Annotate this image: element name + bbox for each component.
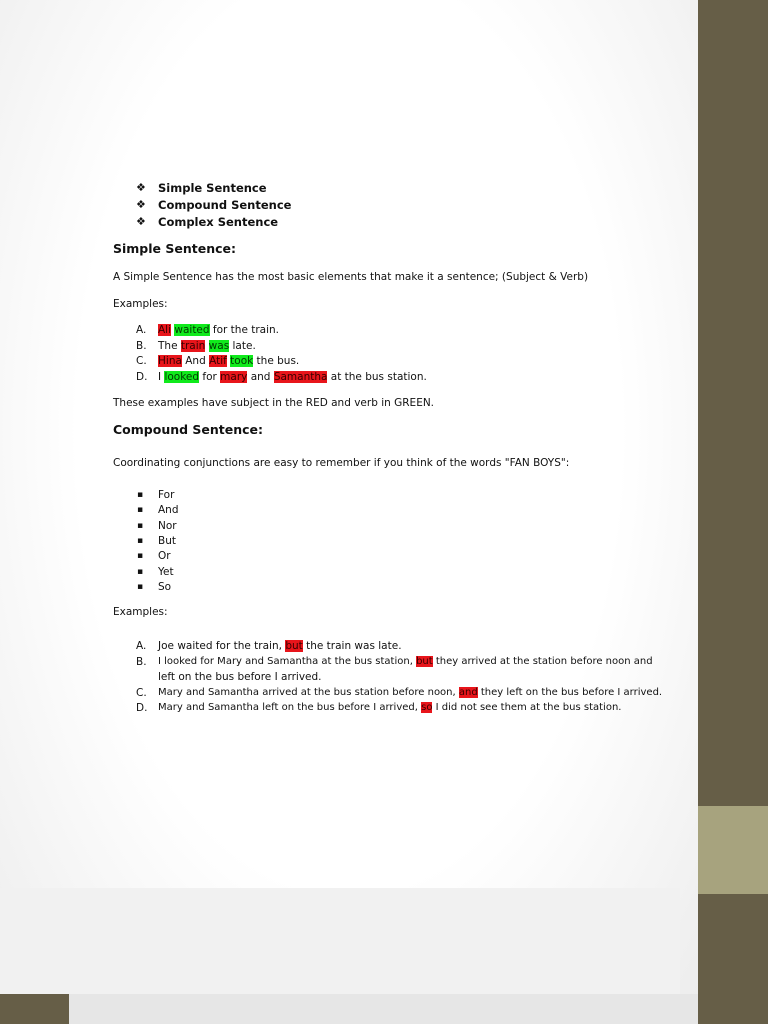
example-letter: B. [136, 656, 147, 668]
example-letter: A. [136, 640, 147, 652]
subject-highlight: mary [220, 371, 248, 383]
example-letter: D. [136, 702, 148, 714]
subject-highlight: Ali [158, 324, 172, 336]
fanboys-item: But [158, 535, 176, 547]
square-bullet-icon: ▪ [137, 505, 144, 515]
compound-sentence-heading: Compound Sentence: [113, 422, 264, 437]
example-letter: C. [136, 355, 147, 367]
simple-example-b: The train was late. [158, 340, 256, 352]
verb-highlight: looked [164, 371, 200, 383]
compound-examples-label: Examples: [113, 606, 168, 618]
diamond-bullet-icon: ❖ [136, 198, 146, 211]
compound-example-b: I looked for Mary and Samantha at the bus station, but they arrived at the station before noon and [158, 656, 653, 667]
conjunction-highlight: but [416, 656, 433, 667]
simple-example-c: Hina And Atif took the bus. [158, 355, 300, 367]
diamond-bullet-icon: ❖ [136, 181, 146, 194]
bottom-strip [69, 994, 698, 1024]
subject-highlight: train [180, 340, 206, 352]
simple-definition: A Simple Sentence has the most basic elements that make it a sentence; (Subject & Verb) [113, 271, 589, 283]
fanboys-item: And [158, 504, 179, 516]
conjunction-highlight: but [285, 640, 303, 652]
square-bullet-icon: ▪ [137, 582, 144, 592]
square-bullet-icon: ▪ [137, 567, 144, 577]
simple-sentence-heading: Simple Sentence: [113, 241, 236, 256]
square-bullet-icon: ▪ [137, 551, 144, 561]
fanboys-item: So [158, 581, 172, 593]
conjunction-highlight: and [458, 687, 478, 698]
example-letter: D. [136, 371, 148, 383]
overview-item: Compound Sentence [158, 198, 292, 212]
compound-intro: Coordinating conjunctions are easy to remember if you think of the words "FAN BOYS": [113, 457, 570, 469]
overview-item: Simple Sentence [158, 181, 267, 195]
subject-highlight: Samantha [273, 371, 328, 383]
example-letter: A. [136, 324, 147, 336]
verb-highlight: was [208, 340, 230, 352]
subject-highlight: Atif [209, 355, 227, 367]
example-letter: B. [136, 340, 147, 352]
square-bullet-icon: ▪ [137, 521, 144, 531]
square-bullet-icon: ▪ [137, 536, 144, 546]
compound-example-c: Mary and Samantha arrived at the bus station before noon, and they left on the bus before I arrived. [158, 687, 663, 698]
subject-highlight: Hina [158, 355, 182, 367]
simple-example-d: I looked for mary and Samantha at the bus station. [158, 371, 427, 383]
conjunction-highlight: so [421, 702, 433, 713]
right-sidebar-accent [698, 806, 768, 894]
verb-highlight: waited [174, 324, 210, 336]
square-bullet-icon: ▪ [137, 490, 144, 500]
simple-examples-label: Examples: [113, 298, 168, 310]
compound-example-d: Mary and Samantha left on the bus before I arrived, so I did not see them at the bus station. [158, 702, 622, 713]
fanboys-item: Yet [158, 566, 174, 578]
simple-color-note: These examples have subject in the RED and verb in GREEN. [113, 397, 435, 409]
fanboys-item: Nor [158, 520, 177, 532]
overview-item: Complex Sentence [158, 215, 279, 229]
page-bottom-edge [0, 888, 680, 994]
example-letter: C. [136, 687, 147, 699]
simple-example-a: Ali waited for the train. [158, 324, 280, 336]
fanboys-item: Or [158, 550, 171, 562]
bottom-left-block [0, 994, 69, 1024]
fanboys-item: For [158, 489, 175, 501]
compound-example-b-line2: left on the bus before I arrived. [158, 671, 322, 683]
verb-highlight: took [230, 355, 254, 367]
compound-example-a: Joe waited for the train, but the train was late. [158, 640, 402, 652]
diamond-bullet-icon: ❖ [136, 215, 146, 228]
